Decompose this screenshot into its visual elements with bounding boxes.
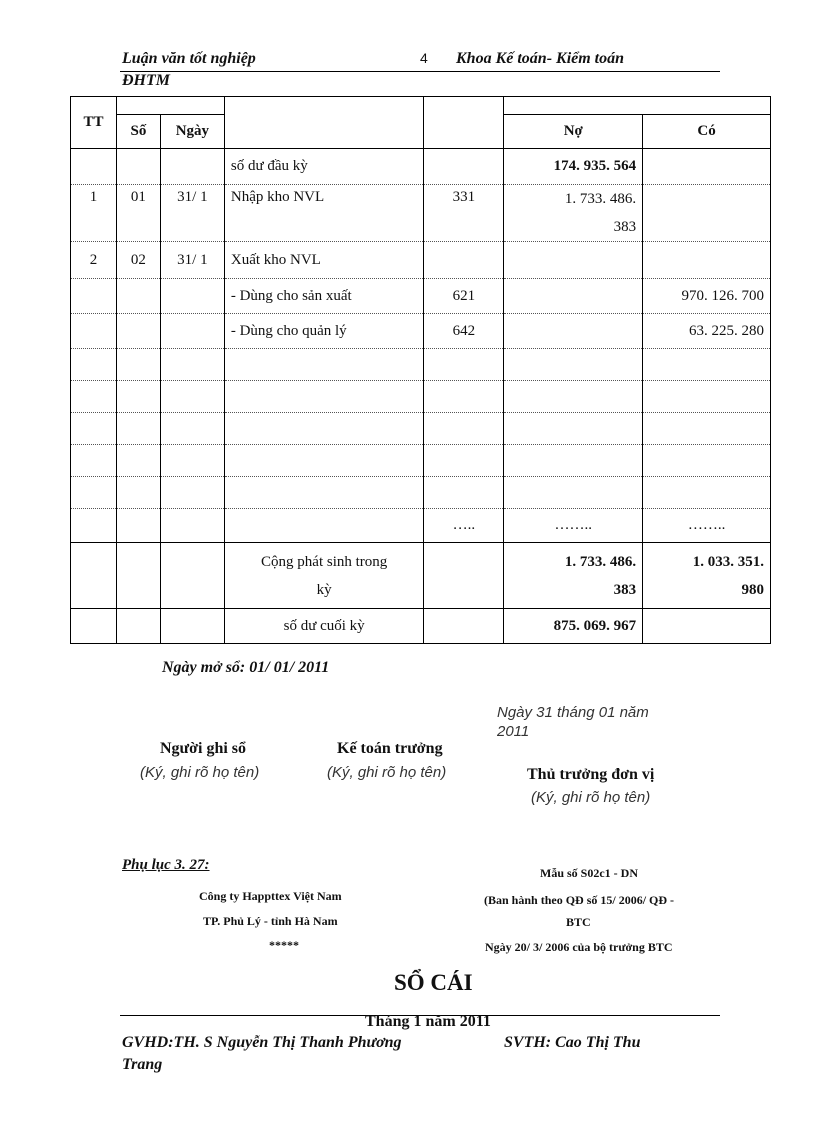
appendix-title: Phụ lục 3. 27: (122, 857, 210, 873)
table-row-closing (71, 609, 771, 644)
col-so-header: Số (116, 115, 160, 149)
closing-label: số dư cuối kỳ (224, 609, 424, 644)
table-row-empty (71, 349, 771, 381)
row-debit-line1: 1. 733. 486. (564, 191, 637, 207)
ledger-month: Tháng 1 năm 2011 (365, 1013, 491, 1030)
row-tt: 1 (71, 185, 117, 242)
opening-label: số dư đầu kỳ (224, 149, 424, 185)
page-number: 4 (420, 50, 428, 66)
table-row (71, 314, 771, 349)
total-credit-line1: 1. 033. 351. (692, 553, 764, 570)
sign-date-line2: 2011 (497, 723, 530, 740)
form-number: Mẫu số S02c1 - DN (540, 866, 638, 880)
ledger-title: SỔ CÁI (394, 970, 473, 995)
row-account: 621 (424, 279, 504, 314)
total-debit (504, 543, 643, 609)
row-so: 01 (116, 185, 160, 242)
table-row-ellipsis (71, 509, 771, 543)
row-debit-line2: 383 (613, 219, 637, 235)
sign-date (497, 703, 649, 741)
director-title: Thủ trưởng đơn vị (527, 766, 655, 783)
chief-accountant-title: Kế toán trưởng (337, 740, 443, 757)
row-debit (504, 185, 643, 242)
table-row-total (71, 543, 771, 609)
col-co-header: Có (643, 115, 771, 149)
total-label (224, 543, 424, 609)
table-row (71, 242, 771, 279)
sign-date-line1: Ngày 31 tháng 01 năm (497, 704, 649, 721)
header-right-title: Khoa Kế toán- Kiểm toán (456, 50, 625, 67)
row-ngay: 31/ 1 (160, 242, 224, 279)
header-rule (120, 71, 720, 72)
ellipsis-account: ….. (424, 509, 504, 543)
issued-line1: (Ban hành theo QĐ số 15/ 2006/ QĐ - (484, 893, 675, 907)
stars: ***** (269, 938, 299, 952)
row-desc: Xuất kho NVL (224, 242, 424, 279)
table-row (71, 185, 771, 242)
director-note: (Ký, ghi rõ họ tên) (531, 789, 651, 806)
header-left-subtitle: ĐHTM (122, 72, 170, 89)
total-credit-line2: 980 (741, 581, 764, 598)
ellipsis-debit: …….. (504, 509, 643, 543)
col-no-header: Nợ (504, 115, 643, 149)
header-left-title: Luận văn tốt nghiệp (122, 50, 256, 67)
footer-svth-name: Trang (122, 1056, 163, 1073)
total-credit (643, 543, 771, 609)
footer-gvhd: GVHD:TH. S Nguyễn Thị Thanh Phương (122, 1034, 402, 1051)
ledger-table (70, 96, 771, 644)
company-address: TP. Phủ Lý - tỉnh Hà Nam (203, 914, 338, 928)
row-credit: 63. 225. 280 (643, 314, 771, 349)
row-desc: Nhập kho NVL (224, 185, 424, 242)
row-credit: 970. 126. 700 (643, 279, 771, 314)
chief-accountant-note: (Ký, ghi rõ họ tên) (327, 764, 447, 781)
row-desc: - Dùng cho quản lý (224, 314, 424, 349)
col-tt-header: TT (71, 97, 117, 149)
table-row (71, 279, 771, 314)
open-date: Ngày mở sổ: 01/ 01/ 2011 (162, 659, 330, 676)
row-account: 331 (424, 185, 504, 242)
row-so: 02 (116, 242, 160, 279)
total-label-line2: kỳ (316, 581, 332, 598)
footer-svth: SVTH: Cao Thị Thu (504, 1034, 641, 1051)
closing-debit: 875. 069. 967 (504, 609, 643, 644)
row-desc: - Dùng cho sản xuất (224, 279, 424, 314)
recorder-title: Người ghi sổ (160, 740, 247, 757)
recorder-note: (Ký, ghi rõ họ tên) (140, 764, 260, 781)
col-ngay-header: Ngày (160, 115, 224, 149)
total-debit-line2: 383 (613, 581, 637, 598)
total-debit-line1: 1. 733. 486. (564, 553, 637, 570)
row-ngay: 31/ 1 (160, 185, 224, 242)
table-row-empty (71, 381, 771, 413)
row-account: 642 (424, 314, 504, 349)
table-row-empty (71, 445, 771, 477)
total-label-line1: Cộng phát sinh trong (261, 553, 388, 570)
ellipsis-credit: …….. (643, 509, 771, 543)
opening-debit: 174. 935. 564 (504, 149, 643, 185)
issued-line3: Ngày 20/ 3/ 2006 của bộ trưởng BTC (485, 940, 673, 954)
issued-line2: BTC (566, 915, 591, 929)
table-row-opening (71, 149, 771, 185)
row-tt: 2 (71, 242, 117, 279)
company-name: Công ty Happttex Việt Nam (199, 889, 342, 903)
table-row-empty (71, 413, 771, 445)
table-row-empty (71, 477, 771, 509)
